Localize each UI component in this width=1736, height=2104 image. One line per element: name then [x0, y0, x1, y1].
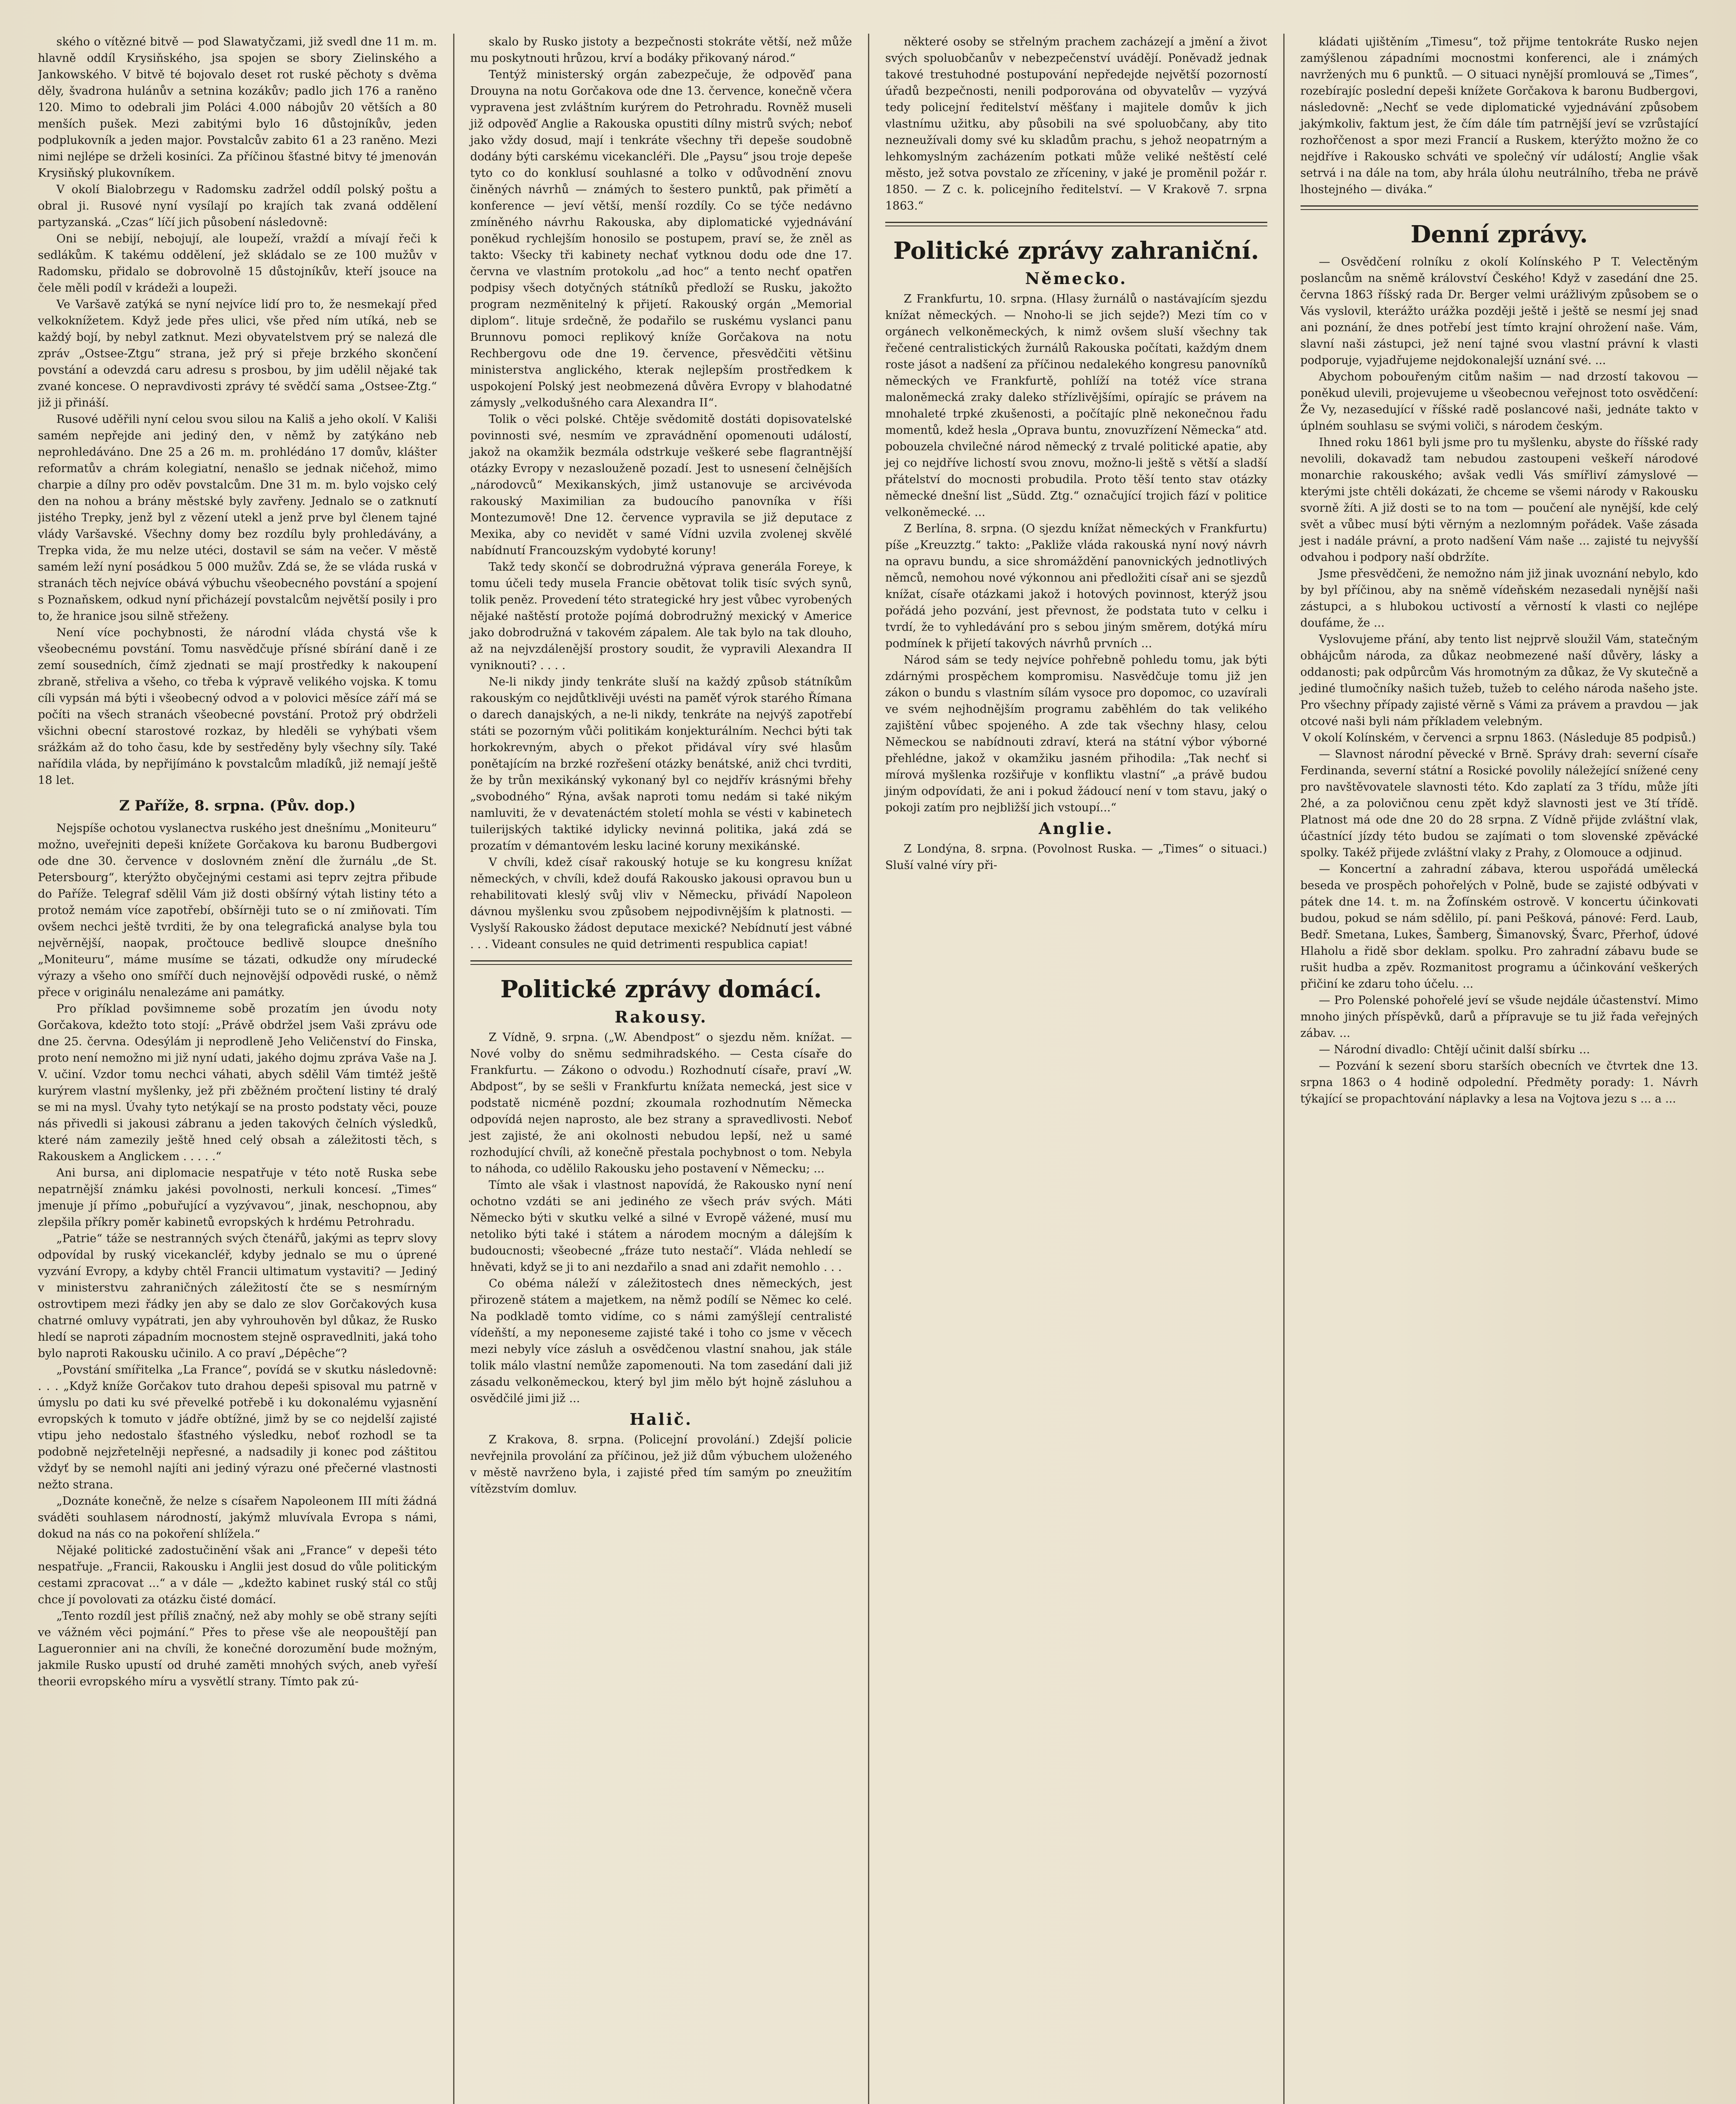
article-paragraph: Co obéma náleží v záležitostech dnes německých, jest přirozeně státem a majetkem, na němž podílí se Němec ko celé. Na podkladě tomto vidíme, co s námi zamýšlejí centralisté vídeňští, a my neponeseme zajisté také i toho co jsme v věcech mezi nebyly více zásluh a osvědčenou vlastní snahou, jak stále tolik málo vlastní nemůže zapomenouti. Na tom zasedání dali již zásadu velkoněmeckou, který byl jim mělo být hojně zásluhou a osvědčilé jimi již ...: [470, 1277, 852, 1405]
article-paragraph: V okolí Bialobrzegu v Radomsku zadržel oddíl polský poštu a obral ji. Rusové nyní vysílají po krajích tak zvaná oddělení partyzanská. „Czas“ líčí jich působení následovně:: [38, 183, 437, 229]
article-paragraph: Vyslovujeme přání, aby tento list nejprvě sloužil Vám, statečným obhájcům národa, za důkaz neobmezené naší důvěry, lásky a oddanosti; pak odpůrcům Vás hromotným za důkaz, že Vy skutečně a jediné tlumočníky našich tužeb, tužeb to celého národa našeho jste. Pro všechny případy zajisté věrně s Vámi za právem a pravdou — jak otcové naši byli nám příkladem velebným.: [1300, 633, 1698, 728]
article-paragraph: „Patrie“ táže se nestranných svých čtenářů, jakými as teprv slovy odpovídal by ruský vicekancléř, kdyby jednalo se mu o úprené vyzvání Evropy, a kdyby chtěl Francii ultimatum vystaviti? — Jediný v ministerstvu zahraničných záležitostí čte se s nesmírným ostrovtipem mezi řádky jen aby se dalo ze slov Gorčakových kusa chatrné omluvy vypátrati, jen aby vyhrouhověn byl důkaz, že Rusko hledí se naproti západním mocnostem stejně ospravedlniti, jaká toho bylo naproti Rakousku učinilo. A co praví „Dépêche“?: [38, 1232, 437, 1360]
signature-line: V okolí Kolínském, v červenci a srpnu 1863. (Následuje 85 podpisů.): [1302, 731, 1696, 744]
article-paragraph: Z Krakova, 8. srpna. (Policejní provolání.) Zdejší policie nevřejnila provolání za příčinou, jež již dům výbuchem uloženého v městě navrženo byla, i zajisté před tím samým po zneužitím vítězstvím domluv.: [470, 1433, 852, 1496]
article-paragraph: Nějaké politické zadostučinění však ani „France“ v depeši této nespatřuje. „Francii, Rakousku i Anglii jest dosud do vůle politickým cestami zpracovat ...“ a v dále — „kdežto kabinet ruský stál co stůj chce jí povolovati za otázku čisté domácí.: [38, 1544, 437, 1606]
article-paragraph: Není více pochybnosti, že národní vláda chystá vše k všeobecnému povstání. Tomu nasvědčuje přísné sbírání daně i ze zemí sousedních, čímž zjednati se mají prostředky k nakoupení zbraně, střeliva a všeho, co třeba k výpravě velikého vojska. K tomu cíli vypsán má býti i všeobecný odvod a v polovici měsíce září má se počíti na všech stranách všeobecné povstání. Protož prý obdrželi všichni obecní starostové rozkaz, by hleděli se vyhýbati všem srážkám až do toho času, kde by sestředěny byly všechny síly. Také nařídila vláda, by nepřijímáno k povstalcům mladíků, již nemají ještě 18 let.: [38, 626, 437, 787]
article-paragraph: Tentýž ministerský orgán zabezpečuje, že odpověď pana Drouyna na notu Gorčakova ode dne 13. července, konečně včera vypravena jest zvláštním kurýrem do Petrohradu. Rovněž museli již odpověď Anglie a Rakouska opustiti dílny mistrů svých; neboť jako vždy dosud, mají i tenkráte všechny tři depeše soudobně dodány býti carskému vicekancléři. Dle „Paysu“ jsou troje depeše tyto co do konklusí souhlasné a tolko v odůvodnění znovu činěných návrhů — známých to šestero punktů, pak přimětí a konference — jeví větší, menší rozdíly. Co se týče nedávno zmíněného návrhu Rakouska, aby diplomatické vyjednávání poněkud rychlejším honosilo se postupem, praví se, že zněl as takto: Všecky tři kabinety nechať vytknou dodu ode dne 17. června ve vlastním protokolu „ad hoc“ a tento nechť opatřen podpisy všech dotyčných státníků předloží se Rusku, jakožto program nezměnitelný k přijetí. Rakouský orgán „Memorial diplom“. lituje srdečně, že podařilo se ruskému vyslanci panu Brunnovu pomoci replikový kníže Gorčakova na notu Rechbergovu ode dne 19. července, přesvědčiti většinu ministerstva anglického, kterak nejlepším prostředkem k uspokojení Polský jest neobmezená důvěra Evropy v blahodatné zámysly „velkodušného cara Alexandra II“.: [470, 68, 852, 409]
section-divider: [1301, 205, 1699, 210]
article-paragraph: skalo by Rusko jistoty a bezpečnosti stokráte větší, než může mu poskytnouti hrůzou, krví a bodáky přikovaný národ.“: [470, 35, 852, 65]
section-divider: [885, 222, 1267, 226]
article-paragraph: Jsme přesvědčeni, že nemožno nám již jinak uvoznání nebylo, kdo by byl příčinou, aby na sněmě vídeňském nezasedali nynější naši zástupci, a s hlubokou uctivostí a věrností k vlasti co nejlépe doufáme, že ...: [1300, 567, 1698, 630]
article-paragraph: Tímto ale však i vlastnost napovídá, že Rakousko nyní není ochotno vzdáti se ani jediného ze všech práv svých. Máti Německo býti v skutku velké a silné v Evropě vážené, musí mu netoliko býti také i státem a národem mocným a dálejším k budoucnosti; všeobecné „fráze tuto nestačí“. Vláda nehledí se hněvati, když se ji to ani nezdařilo a snad ani zdařit nemohlo . . .: [470, 1179, 852, 1274]
paris-dateline: Z Paříže, 8. srpna. (Pův. dop.): [119, 797, 356, 814]
article-paragraph: Z Vídně, 9. srpna. („W. Abendpost“ o sjezdu něm. knížat. — Nové volby do sněmu sedmihradského. — Cesta císaře do Frankfurtu. — Zákono o odvodu.) Rozhodnutí císaře, praví „W. Abdpost“, by se sešli v Frankfurtu knížata nemecká, jest sice v podstatě nicméně pozdní; zkoumala rozhodnutím Německa odpovídá nejen naprosto, ale bez strany a spravedlivosti. Neboť jest zajisté, že ani okolnosti nebudou lepší, než u samé rozhodující chvíli, až konečně přestala pochybnost o tom. Nebyla to náhoda, co udělilo Rakousku jeho postavení v Německu; ...: [470, 1031, 852, 1175]
article-paragraph: Rusové uděřili nyní celou svou silou na Kališ a jeho okolí. V Kališi samém nepřejde ani jediný den, v němž by zatýkáno neb neprohledáváno. Dne 25 a 26 m. m. prohlédáno 17 domův, klášter reformatův a chrám kolegiatní, nenašlo se jednak ničehož, mimo charpie a dílny pro oděv povstalcům. Dne 31 m. m. bylo vojsko celý den na nohou a brány městské byly zavřeny. Jednalo se o zatknutí jistého Trepky, jenž byl z vězení utekl a jenž prve byl členem tajné vlády Varšavské. Všechny domy bez rozdílu byly prohledávány, a Trepka vida, že mu nelze utéci, dostavil se sám na večer. V městě samém leží nyní posádkou 5 000 mužův. Zdá se, že se vláda ruská v stranách těch nejvíce obává výbuchu všeobecného povstání a spojení s Poznaňskem, odkud nyní přicházejí povstalcům největší posily i pro to, že hranice jsou silně střeženy.: [38, 413, 437, 623]
column-4: [1283, 34, 1699, 2104]
article-paragraph: „Doznáte konečně, že nelze s císařem Napoleonem III míti žádná sváděti souhlasem národností, jakýmž mluvívala Evropa s námi, dokud na nás co na pokoření shlížela.“: [38, 1495, 437, 1541]
article-paragraph: Ve Varšavě zatýká se nyní nejvíce lidí pro to, že nesmekají před velkoknížetem. Když jede přes ulici, vše před ním utíká, neb se každý bojí, by nebyl zatknut. Mezi obyvatelstvem prý se nalezá dle zpráv „Ostsee-Ztgu“ strana, jež prý si přeje brzkého skončení povstání a odevzdá caru adresu s prosbou, by jim udělil nějaké tak zvané koncese. O nepravdivosti zprávy té svědčí sama „Ostsee-Ztg.“ již ji přináší.: [38, 298, 437, 409]
section-title-domestic: Politické zprávy domácí.: [500, 975, 822, 1003]
article-paragraph: ského o vítězné bitvě — pod Slawatyčzami, již svedl dne 11 m. m. hlavně oddíl Krysiňského, jsa spojen se sbory Zielinského a Jankowského. V bitvě té bojovalo deset rot ruské pěchoty s dvěma děly, švadrona hulánův a setnina kozákův; padlo jich 176 a raněno 120. Mimo to odebrali jim Poláci 4.000 nábojův 20 větších a 80 menších pušek. Mezi zabitými bylo 16 důstojníkův, jeden podplukovník a jeden major. Povstalcův zabito 61 a 23 raněno. Mezi nimi nejlépe se drželi kosiníci. Za příčinou šťastné bitvy té jmenován Krysiňský plukovníkem.: [38, 35, 437, 180]
subsection-rakousy: Rakousy.: [614, 1007, 708, 1026]
subsection-halic: Halič.: [629, 1410, 693, 1429]
column-2: [453, 34, 868, 2104]
article-paragraph: — Osvědčení rolníku z okolí Kolínského P T. Velectěným poslancům na sněmě království Českého! Když v zasedání dne 25. června 1863 říšský rada Dr. Berger velmi urážlivým způsobem se o Vás vyslovil, kterážto urážka později ještě i ještě se nesmí jej snad ani poznání, že dnes potřebí jest tímto krajní ohrožení naše. Vám, slavní naši zástupci, jež není tajné svou vlastní právní k vlasti podporuje, vyjadřujeme nejdokonalejší uznání své. ...: [1300, 255, 1698, 367]
article-paragraph: — Koncertní a zahradní zábava, kterou uspořádá umělecká beseda ve prospěch pohořelých v Polně, bude se zajisté odbývati v pátek dne 14. t. m. na Žofínském ostrově. V koncertu účinkovati budou, pokud se nám sdělilo, pí. pani Pešková, pánové: Ferd. Laub, Bedř. Smetana, Lukes, Šamberg, Šimanovský, Švarc, Přerhof, údové Hlaholu a řidě sbor deklam. spolku. Pro zahradní zábavu bude se rušit hudba a zpěv. Rozmanitost programu a účinkování veškerých přičiní ke zdaru toho účelu. ...: [1300, 863, 1698, 991]
article-paragraph: — Pro Polenské pohořelé jeví se všude nejdále účastenství. Mimo mnoho jiných příspěvků, darů a přípravuje se tu již řada veřejných zábav. ...: [1300, 994, 1698, 1040]
article-paragraph: Z Londýna, 8. srpna. (Povolnost Ruska. — „Times“ o situaci.) Sluší valné víry při-: [885, 842, 1267, 872]
article-paragraph: některé osoby se střelným prachem zacházejí a jmění a život svých spoluobčanův v nebezpečenství uvádějí. Poněvadž jednak takové trestuhodné postupování nepředejde největší pozorností úřadů bezpečnosti, nenili podporována od obyvatelův — vyzývá tedy policejní ředitelství měšťany i majitele domův k jich vlastnímu užitku, aby působili na své spoluobčany, aby tito nezneužívali domy své ku skladům prachu, s jehož neopatrným a lehkomyslným zacházením potkati může veliké neštěstí celé město, jež sotva povstalo ze zříceniny, v jaké je proměnil požár r. 1850. — Z c. k. policejního ředitelství. — V Krakově 7. srpna 1863.“: [885, 35, 1267, 213]
article-paragraph: Ani bursa, ani diplomacie nespatřuje v této notě Ruska sebe nepatrnější známku jakési povolnosti, nerkuli koncesí. „Times“ jmenuje jí přímo „pobuřující a vyzývavou“, jinak, neschopnou, aby zlepšila příkry poměr kabinetů evropských k hrdému Petrohradu.: [38, 1166, 437, 1229]
article-paragraph: V chvíli, kdež císař rakouský hotuje se ku kongresu knížat německých, v chvíli, kdež doufá Rakousko jakousi opravou bun u rehabilitovati kleslý svůj vliv v Německu, přivádí Napoleon dávnou myšlenku svou způsobem nejpodivnějším k platnosti. — Vyslyší Rakousko žádost deputace mexické? Nebídnutí jest vábné . . . Videant consules ne quid detrimenti respublica capiat!: [470, 856, 852, 951]
article-paragraph: Abychom pobouřeným citům našim — nad drzostí takovou — poněkud ulevili, projevujeme u všeobecnou veřejnost toto osvědčení: Že Vy, nezasedující v říšské radě poslancové naši, jednáte takto v úplném souhlasu se svými voliči, s národem českým.: [1300, 370, 1698, 433]
article-paragraph: Tolik o věci polské. Chtěje svědomitě dostáti dopisovatelské povinnosti své, nesmím ve zpravádnění opomenouti událostí, jakož na okamžik bezmála odstrkuje veškeré sebe flagrantnější otázky Evropy v nezaslouženě pozadí. Jest to usnesení čelnějších „národovců“ Mexikanských, jimž ustanovuje se arcivévoda rakouský Maximilian za budoucího panovníka v říši Montezumově! Dne 12. července vypravila se již deputace z Mexika, aby co nevidět v samé Vídni uzvila zvolenej skvělé nabídnutí Francouzským vydobyté koruny!: [470, 413, 852, 557]
article-paragraph: Pro příklad povšimneme sobě prozatím jen úvodu noty Gorčakova, kdežto toto stojí: „Právě obdržel jsem Vaši zprávu ode dne 25. června. Odesýlám ji neprodleně Jeho Veličenství do Finska, proto není nemožno mi již nyní udati, jakého dojmu zpráva Vaše na J. V. učiní. Vzdor tomu nechci váhati, abych sdělil Vám timtéž ještě kurýrem vlastní myšlenky, jež při zběžném pročtení listiny té dralý se mi na mysl. Úvahy tyto netýkají se na prosto podstaty věci, pouze nás přivedli si jakousi zábranu a jeden takových čelních výsledků, které nám zamezily ještě hned celý obsah a záležitosti těch, s Rakouskem a Anglickem . . . . .“: [38, 1002, 437, 1163]
article-paragraph: Ne-li nikdy jindy tenkráte sluší na každý způsob státníkům rakouským co nejdůtklivěji uvésti na paměť výrok starého Římana o darech danajských, a ne-li nikdy, tenkráte na nejvýš zapotřebí státi se pozorným vůči politikám konjekturálním. Nechci býti tak horkokrevným, abych o překot přidával víry své hlasům ponětajícím na brzké rozřešení otázky benátské, aniž chci tvrditi, že by trůn mexikánský vykonaný byl co nejdřív krásnými břehy „svobodného“ Rýna, avšak naproti tomu nedám si také nikým namluviti, že v devatenáctém století mohla se vésti v kabinetech tuilerijských taktiké idylicky nevinná politika, jaká zdá se prozatím v démantovém lesku laciné koruny mexikánské.: [470, 675, 852, 853]
subsection-anglie: Anglie.: [1038, 819, 1114, 838]
section-title-daily: Denní zprávy.: [1410, 220, 1588, 248]
subsection-nemecko: Německo.: [1025, 269, 1128, 288]
text-columns: [38, 34, 1698, 2104]
article-paragraph: — Pozvání k sezení sboru starších obecních ve čtvrtek dne 13. srpna 1863 o 4 hodině odpolední. Předměty porady: 1. Návrh týkající se propachtování náplavky a lesa na Vojtova jezu s ... a ...: [1300, 1060, 1698, 1105]
section-divider: [470, 960, 852, 965]
column-1: [38, 34, 453, 2104]
column-3: [868, 34, 1283, 2104]
article-paragraph: „Povstání smířitelka „La France“, povídá se v skutku následovně: . . . „Když kníže Gorčakov tuto drahou depeši spisoval mu patrně v úmyslu po dati ku své převelké potřebě i ku dokonalému vyjasnění evropských k tomuto v jádře obtížné, jimž by se co nejdelší zajisté vtipu jeho nedostalo šťastného výsledku, neboť rozhodl se ta podobně nejzřetelněji nepřesné, a nadsadily ji konec pod záštitou vždyť by se nemohl najíti ani jediný výrazu oné přečerné vlastnosti nežto strana.: [38, 1363, 437, 1491]
article-paragraph: — Slavnost národní pěvecké v Brně. Správy drah: severní císaře Ferdinanda, severní státní a Rosické povolily náležející snížené ceny pro navštěvovatele slavnosti této. Kdo zaplatí za 3 třídu, může jíti 2hé, a za polovičnou cenu zpět když slavnosti jest ve 3tí třídě. Platnost má ode dne 20 do 28 srpna. Z Vídně přijde zvláštní vlak, účastnící jízdy této budou se zajímati o tom slovenské zpěvácké spolky. Takéž přijede zvláštní vlaky z Prahy, z Olomouce a odjinud.: [1300, 748, 1698, 859]
article-paragraph: Ihned roku 1861 byli jsme pro tu myšlenku, abyste do říšské rady nevolili, dokavadž tam nebudou zastoupeni veškeří národové monarchie rakouského; avšak vedli Vás smířliví zámyslové — kterými jste chtěli dokázati, že chceme se všemi národy v Rakousku svorně žíti. A již dosti se to na tom — poučení ale nynější, kde celý svět a vůbec musí býti věrným a nezlomným pořádek. Vaše zásada jest i nadále právní, a proto nadšení Vám naše ... zajisté tu nejvyšší odvahou i podpory naší obdržíte.: [1300, 436, 1698, 564]
article-paragraph: Nejspíše ochotou vyslanectva ruského jest dnešnímu „Moniteuru“ možno, uveřejniti depeši knížete Gorčakova ku baronu Budbergovi ode dne 30. července v doslovném znění dle žurnálu „de St. Petersbourg“, kterýžto obyčejnými cestami asi teprv zejtra přibude do Paříže. Telegraf sdělil Vám již dosti obšírný výtah listiny této a protož nemám více zapotřebí, obšírněji tuto se o ní zmiňovati. Tím ovšem nechci ještě tvrditi, že by ona telegrafická analyse byla tou nejvěrnější, naopak, pročtouce bedlivě sloupce dnešního „Moniteuru“, máme musíme se tázati, odkudže ony mírudecké výrazy a všeho ono smířčí duch nejnovější odpovědi ruské, o němž přece v originálu nenalezáme ani památky.: [38, 822, 437, 999]
article-paragraph: Z Berlína, 8. srpna. (O sjezdu knížat německých v Frankfurtu) píše „Kreuzztg.“ takto: „Pakliže vláda rakouská nyní nový návrh na opravu bundu, a sice shromáždění panovnických jednotlivých němců, nemohou nové výkonnou ani předložiti císař ani se sjezdů knížat, císaře otázkami jakož i hotových povinnost, kterýž jsou pořádá jeho pozvání, jest převnost, že podstata tuto v celku i tvrdí, že to vyhledávání pro s sebou jiným směrem, dotýká míru podmínek k přijetí takových návrhů prvních ...: [885, 522, 1267, 650]
article-paragraph: Z Frankfurtu, 10. srpna. (Hlasy žurnálů o nastávajícím sjezdu knížat německých. — Nnoho-li se jich sejde?) Mezi tím co v orgánech velkoněmeckých, k nimž ovšem sluší všechny tak řečené centralistických žurnálů Rakouska počítati, každým dnem roste jásot a nadšení za příčinou nedalekého kongresu panovníků německých ve Frankfurtě, pohlíží na totéž více strana maloněmecká zraky daleko střízlivějšími, opírajíc se právem na mnohaleté trpké zkušenosti, a počítajíc plně nekonečnou řadu momentů, kdež hesla „Oprava buntu, znovuzřízení Německa“ atd. pobouzela chvilečné národ německý z trvalé politické apatie, aby jej co nejdříve lichostí svou znovu, možno-li ještě s větší a sladší přátelství do mocnosti probudila. Proto těší tento stav otázky německé dnešní list „Südd. Ztg.“ označující trojich fází v politice velkoněmecké. ...: [885, 292, 1267, 519]
section-title-foreign: Politické zprávy zahraniční.: [893, 237, 1259, 265]
article-paragraph: Národ sám se tedy nejvíce pohřebně pohledu tomu, jak býti zdárnými prospěchem kompromisu. Nasvědčuje tomu již jen zákon o bundu s vlastním sílám vysoce pro dopomoc, co uzavírali ve svém nejhodnějším programu zaběhlém do tak velikého zajištění vůbec spojeného. A zde tak všechny hlasy, celou Německou se nabídnouti zdraví, která na státní výbor výborné přehlédne, jakož v okamžiku jasném přihodila: „Tak nechť si mírová myšlenka rozšiřuje v konfliktu vlastní“ „a právě budou jiným odpovídati, že ani i pokud žádoucí není v tom stavu, jaký o pokoji zatím pro nejbližší jich vstoupí...“: [885, 654, 1267, 814]
article-paragraph: „Tento rozdíl jest příliš značný, než aby mohly se obě strany sejíti ve vážném věci pojmání.“ Přes to přese vše ale neopouštějí pan Lagueronnier ani na chvíli, že konečné dorozumění bude možným, jakmile Rusko upustí od druhé zaměti mnohých svých, aneb vyřeší theorii evropského míru a vysvětlí strany. Tímto pak zú-: [38, 1610, 437, 1688]
article-paragraph: — Národní divadlo: Chtějí učinit další sbírku ...: [1319, 1043, 1590, 1056]
article-paragraph: Takž tedy skončí se dobrodružná výprava generála Foreye, k tomu účeli tedy musela Francie obětovat tolik tisíc svých synů, tolik peněz. Provedení této strategické hry jest vůbec vyrobených nějaké naštěstí protože pojímá dobrodružný mexický v Americe jako dobrodružná v takovém zápalem. Ale tak bylo na tak dlouho, až na nejvzdálenější prostory soudit, že vypravili Alexandra II vyniknouti? . . . .: [470, 561, 852, 672]
article-paragraph: Oni se nebijí, nebojují, ale loupeží, vraždí a mívají řeči k sedlákům. K takému oddělení, jež skládalo se ze 100 mužův v Radomsku, přidalo se dobrovolně 15 důstojníkův, kteří jsouce na čele měli podíl v krádeži a loupeži.: [38, 232, 437, 295]
article-paragraph: kládati ujištěním „Timesu“, tož přijme tentokráte Rusko nejen zamýšlenou západními mocnostmi konferenci, ale i známých navržených mu 6 punktů. — O situaci nynější promlouvá se „Times“, rozebírajíc poslední depeši knížete Gorčakova k baronu Budbergovi, následovně: „Nechť se vede diplomatické vyjednávání způsobem jakýmkoliv, faktum jest, že čím dále tím patrnější jeví se vzrůstající rozhořčenost a spor mezi Francií a Ruskem, kterýžto možno že co nejdříve i Rakousko schváti ve společný vír událostí; Anglie však setrvá i na dále na tom, aby hrála úlohu neutrálního, třeba ne právě lhostejného — diváka.“: [1300, 35, 1698, 196]
